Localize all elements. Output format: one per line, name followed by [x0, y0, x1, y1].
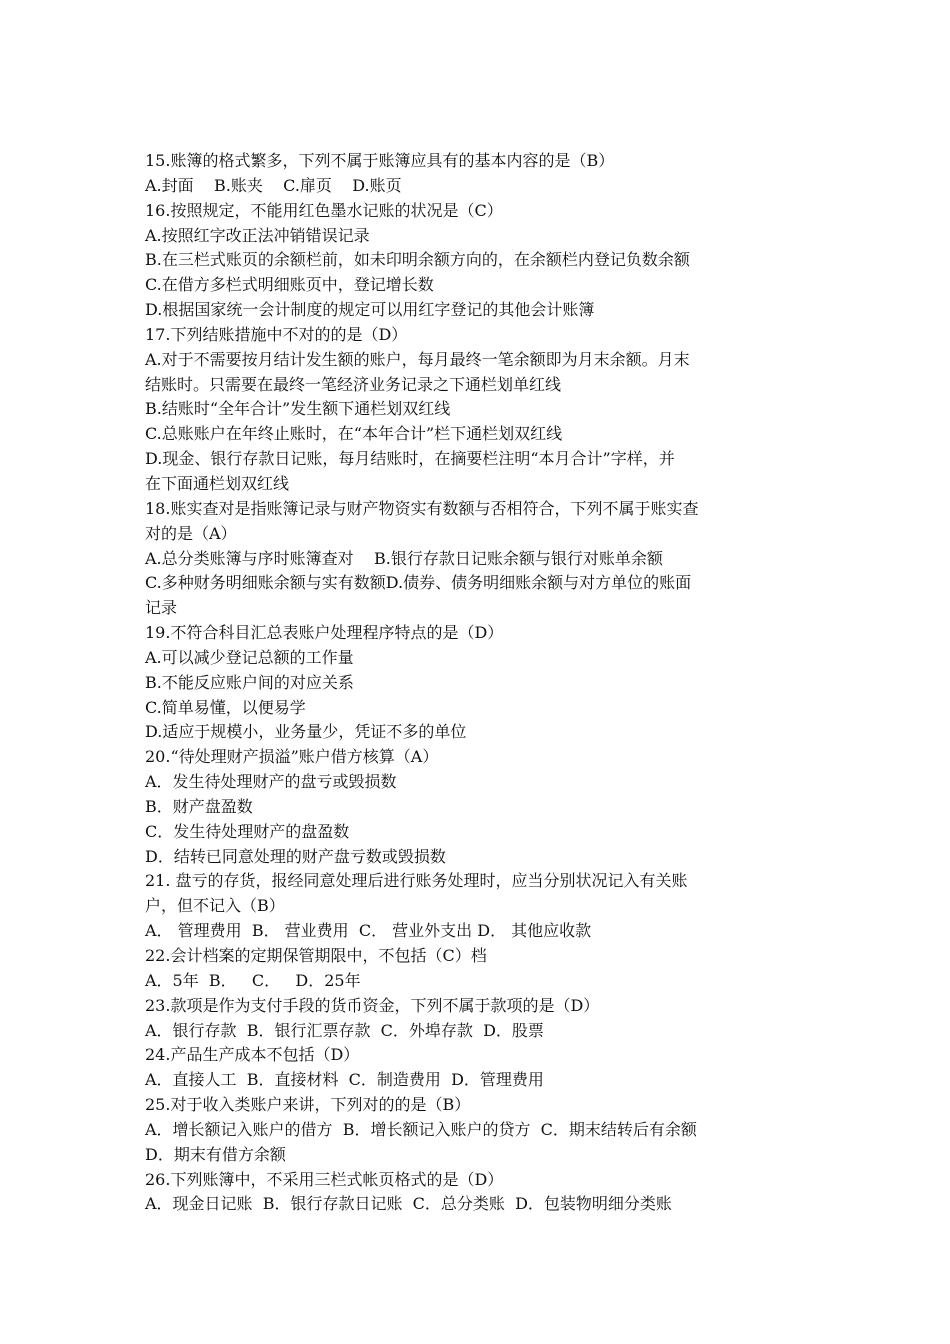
- text-line: B.不能反应账户间的对应关系: [145, 672, 354, 692]
- text-line: 16.按照规定，不能用红色墨水记账的状况是（C）: [145, 200, 503, 220]
- text-line: D.适应于规模小，业务量少，凭证不多的单位: [145, 722, 467, 742]
- text-line: A.封面 B.账夹 C.扉页 D.账页: [145, 175, 402, 195]
- text-line: A.按照红字改正法冲销错误记录: [145, 225, 370, 245]
- text-line: C.简单易懂，以便易学: [145, 697, 306, 717]
- text-line: 25.对于收入类账户来讲，下列对的的是（B）: [145, 1095, 471, 1115]
- text-line: 17.下列结账措施中不对的的是（D）: [145, 324, 408, 344]
- text-line: A． 管理费用 B． 营业费用 C． 营业外支出 D． 其他应收款: [145, 921, 592, 941]
- text-line: 在下面通栏划双红线: [145, 473, 290, 493]
- text-line: D．期末有借方余额: [145, 1144, 286, 1164]
- text-line: C.总账账户在年终止账时，在“本年合计”栏下通栏划双红线: [145, 424, 563, 444]
- text-line: 22.会计档案的定期保管期限中，不包括（C）档: [145, 946, 487, 965]
- text-line: A．增长额记入账户的借方 B．增长额记入账户的贷方 C．期末结转后有余额: [145, 1119, 697, 1139]
- text-line: 15.账簿的格式繁多，下列不属于账簿应具有的基本内容的是（B）: [145, 151, 615, 170]
- text-line: A.对于不需要按月结计发生额的账户，每月最终一笔余额即为月末余额。月末: [145, 349, 690, 369]
- text-line: 记录: [145, 598, 178, 618]
- text-line: 20.“待处理财产损溢”账户借方核算（A）: [145, 747, 439, 767]
- text-line: 26.下列账簿中，不采用三栏式帐页格式的是（D）: [145, 1169, 504, 1189]
- text-line: 21. 盘亏的存货，报经同意处理后进行账务处理时，应当分别状况记入有关账: [145, 871, 688, 891]
- text-line: 24.产品生产成本不包括（D）: [145, 1045, 360, 1065]
- text-line: A．直接人工 B．直接材料 C．制造费用 D．管理费用: [145, 1070, 544, 1090]
- text-line: 23.款项是作为支付手段的货币资金，下列不属于款项的是（D）: [145, 995, 600, 1015]
- text-line: 18.账实查对是指账簿记录与财产物资实有数额与否相符合，下列不属于账实查: [145, 498, 699, 518]
- text-line: D.现金、银行存款日记账，每月结账时，在摘要栏注明“本月合计”字样，并: [145, 449, 675, 469]
- text-line: C．发生待处理财产的盘盈数: [145, 821, 350, 841]
- text-line: 结账时。只需要在最终一笔经济业务记录之下通栏划单红线: [145, 374, 562, 394]
- text-line: 19.不符合科目汇总表账户处理程序特点的是（D）: [145, 623, 504, 643]
- text-line: B.结账时“全年合计”发生额下通栏划双红线: [145, 399, 451, 419]
- text-line: A．银行存款 B．银行汇票存款 C．外埠存款 D．股票: [145, 1020, 544, 1040]
- text-line: A．现金日记账 B．银行存款日记账 C．总分类账 D．包装物明细分类账: [145, 1194, 672, 1214]
- text-line: A．发生待处理财产的盘亏或毁损数: [145, 772, 397, 792]
- text-line: 对的是（A）: [145, 523, 237, 543]
- document-body: [145, 149, 815, 1217]
- text-line: A．5年 B． C． D．25年: [145, 970, 361, 990]
- text-line: A.总分类账簿与序时账簿查对 B.银行存款日记账余额与银行对账单余额: [145, 548, 663, 568]
- text-line: D．结转已同意处理的财产盘亏数或毁损数: [145, 846, 446, 866]
- text-line: D.根据国家统一会计制度的规定可以用红字登记的其他会计账簿: [145, 300, 595, 320]
- text-line: C.多种财务明细账余额与实有数额D.债券、债务明细账余额与对方单位的账面: [145, 573, 692, 593]
- text-line: B．财产盘盈数: [145, 796, 253, 816]
- text-line: C.在借方多栏式明细账页中，登记增长数: [145, 275, 434, 295]
- text-line: 户，但不记入（B）: [145, 896, 285, 916]
- text-line: B.在三栏式账页的余额栏前，如未印明余额方向的，在余额栏内登记负数余额: [145, 250, 690, 270]
- text-line: A.可以减少登记总额的工作量: [145, 647, 354, 667]
